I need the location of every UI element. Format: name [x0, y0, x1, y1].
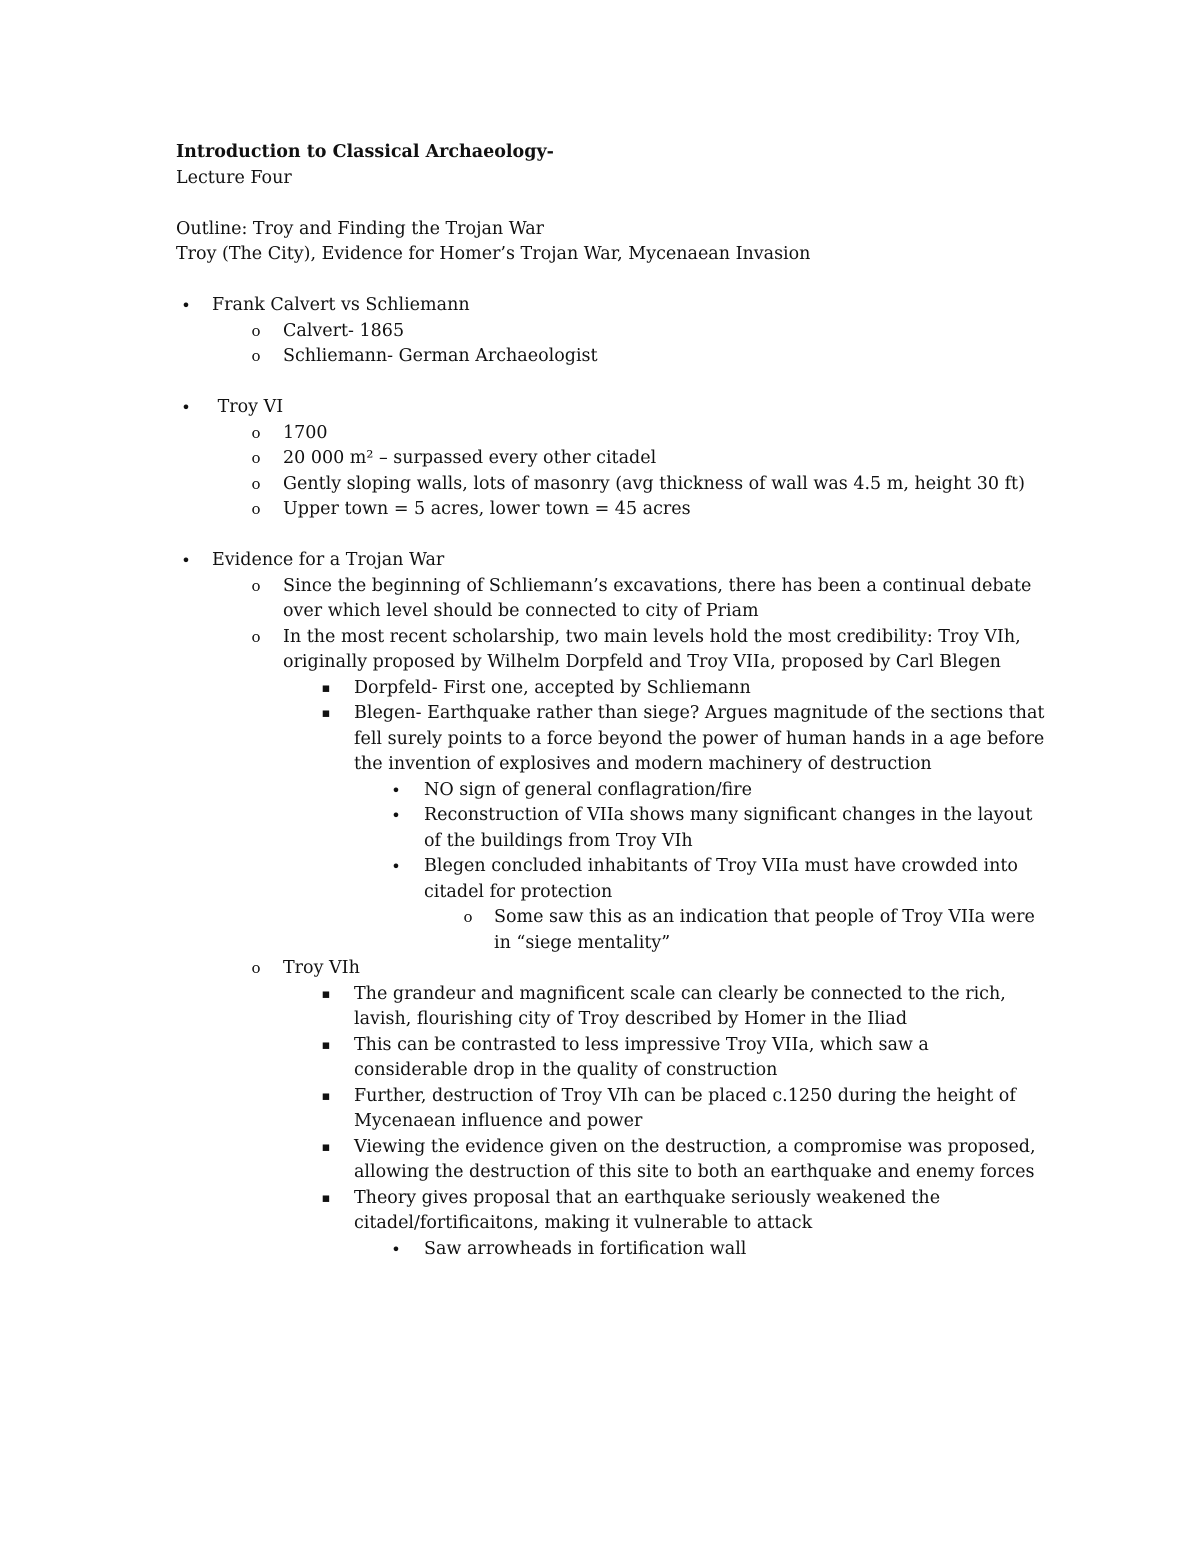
list-item [176, 956, 1046, 982]
list-text: Dorpfeld- First one, accepted by Schliemann [354, 677, 751, 698]
list-text: Schliemann- German Archaeologist [283, 346, 598, 366]
outline-topics: Troy (The City), Evidence for Homer’s Trojan War, Mycenaean Invasion [176, 244, 811, 264]
list-item [176, 905, 1046, 956]
document-page [176, 140, 1046, 1262]
bullet-circle: o [251, 347, 261, 365]
spacer [176, 268, 1046, 294]
list-item [176, 676, 1046, 702]
bullet-circle: o [251, 576, 261, 595]
list-item [176, 982, 1046, 1033]
bullet-circle: o [251, 423, 261, 442]
list-item [176, 472, 1046, 498]
list-item [176, 1033, 1046, 1084]
bullet-disc: • [391, 780, 401, 800]
list-item [176, 497, 1046, 523]
list-item [176, 293, 1046, 319]
list-item [176, 1084, 1046, 1135]
bullet-disc: • [181, 296, 191, 315]
list-item [176, 395, 1046, 421]
bullet-disc: • [391, 806, 401, 825]
outline-title: Outline: Troy and Finding the Trojan War [176, 218, 545, 239]
list-item [176, 574, 1046, 625]
bullet-circle: o [251, 627, 261, 646]
bullet-square: ▪ [321, 1190, 331, 1206]
list-text: Reconstruction of VIIa shows many significant changes in the layout of the buildings from Troy VIh [424, 805, 1033, 851]
list-text: 1700 [283, 422, 328, 443]
bullet-circle: o [251, 474, 261, 493]
bullet-circle: o [251, 500, 261, 518]
list-text: Upper town = 5 acres, lower town = 45 acres [283, 499, 691, 519]
list-item [176, 421, 1046, 447]
bullet-disc: • [181, 398, 191, 417]
list-text: Blegen concluded inhabitants of Troy VIIa must have crowded into citadel for protection [424, 856, 1018, 902]
list-text: Viewing the evidence given on the destruction, a compromise was proposed, allowing the destruction of this site to both an earthquake and enemy forces [354, 1136, 1036, 1182]
list-text: Gently sloping walls, lots of masonry (avg thickness of wall was 4.5 m, height 30 ft) [283, 473, 1025, 494]
bullet-circle: o [251, 321, 261, 340]
list-item [176, 446, 1046, 472]
bullet-disc: • [391, 1239, 401, 1259]
list-item [176, 1237, 1046, 1263]
list-item [176, 548, 1046, 574]
bullet-square: ▪ [321, 1037, 331, 1053]
list-item [176, 1186, 1046, 1237]
list-text: Some saw this as an indication that people of Troy VIIa were in “siege mentality” [494, 907, 1035, 953]
bullet-square: ▪ [321, 1139, 331, 1155]
spacer [176, 191, 1046, 217]
list-item [176, 344, 1046, 370]
lecture-number: Lecture Four [176, 167, 292, 188]
bullet-square: ▪ [321, 706, 331, 721]
bullet-square: ▪ [321, 680, 331, 696]
list-text: Blegen- Earthquake rather than siege? Argues magnitude of the sections that fell surely points to a force beyond the power of human hands in a age before the invention of explosives and modern machinery of destruction [354, 703, 1045, 774]
list-item [176, 778, 1046, 804]
list-text: This can be contrasted to less impressive Troy VIIa, which saw a considerable drop in the quality of construction [354, 1034, 929, 1080]
list-item [176, 319, 1046, 345]
spacer [176, 523, 1046, 549]
list-item [176, 803, 1046, 854]
list-text: NO sign of general conflagration/fire [424, 779, 752, 800]
list-item [176, 1135, 1046, 1186]
list-text: Saw arrowheads in fortification wall [424, 1238, 747, 1259]
bullet-circle: o [251, 959, 261, 977]
document-title: Introduction to Classical Archaeology- [176, 142, 554, 162]
list-item [176, 625, 1046, 676]
section-heading: Evidence for a Trojan War [212, 550, 445, 570]
section-heading: Frank Calvert vs Schliemann [212, 295, 470, 315]
list-text: Theory gives proposal that an earthquake seriously weakened the citadel/fortificaitons, making it vulnerable to attack [354, 1187, 941, 1233]
list-text: 20 000 m² – surpassed every other citadel [283, 448, 657, 468]
list-text: Troy VIh [283, 958, 360, 978]
list-item [176, 701, 1046, 778]
list-text: Since the beginning of Schliemann’s excavations, there has been a continual debate over which level should be connected to city of Priam [283, 575, 1032, 621]
list-text: Further, destruction of Troy VIh can be placed c.1250 during the height of Mycenaean influence and power [354, 1085, 1016, 1131]
bullet-circle: o [251, 449, 261, 467]
bullet-square: ▪ [321, 986, 331, 1002]
list-text: The grandeur and magnificent scale can clearly be connected to the rich, lavish, flourishing city of Troy described by Homer in the Iliad [354, 983, 1006, 1029]
section-heading: Troy VI [212, 397, 284, 417]
spacer [176, 370, 1046, 396]
bullet-circle: o [463, 908, 473, 926]
list-item [176, 854, 1046, 905]
bullet-disc: • [181, 551, 191, 570]
bullet-square: ▪ [321, 1088, 331, 1104]
bullet-disc: • [391, 857, 401, 876]
list-text: In the most recent scholarship, two main levels hold the most credibility: Troy VIh, originally proposed by Wilhelm Dorpfeld and Troy VIIa, proposed by Carl Blegen [283, 626, 1021, 672]
list-text: Calvert- 1865 [283, 320, 405, 341]
